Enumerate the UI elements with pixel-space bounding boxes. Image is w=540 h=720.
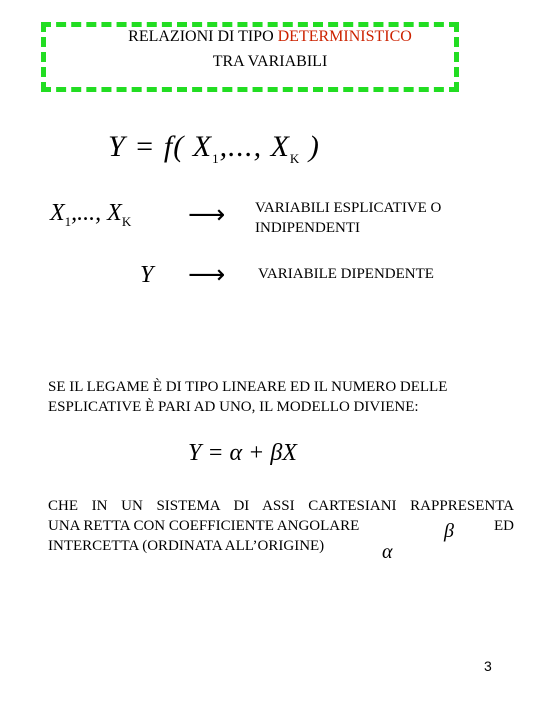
paragraph2-line2-right: ED (494, 518, 514, 534)
dependent-label: VARIABILE DIPENDENTE (258, 266, 434, 282)
title-line-2: TRA VARIABILI (212, 53, 328, 70)
formula-linear: Y = α + βX (188, 440, 297, 466)
title-highlight: DETERMINISTICO (277, 28, 412, 45)
paragraph-linear-model: SE IL LEGAME È DI TIPO LINEARE ED IL NUMERO DELLE ESPLICATIVE È PARI AD UNO, IL MODELLO DIVIENE: (48, 379, 448, 415)
explanatory-x: X (50, 200, 65, 226)
explanatory-mid: ,..., X (71, 200, 122, 226)
paragraph2-line1: CHE IN UN SISTEMA DI ASSI CARTESIANI RAPPRESENTA (48, 498, 514, 514)
explanatory-subk: K (121, 213, 132, 229)
formula-general-eq: = f( X (125, 130, 213, 163)
title-line-1 (0, 28, 540, 46)
formula-general-subk: K (289, 151, 301, 166)
paragraph2-line3: INTERCETTA (ORDINATA ALL’ORIGINE) (48, 538, 325, 554)
explanatory-variables-formula (50, 200, 131, 230)
arrow-right-icon: ⟶ (188, 260, 226, 290)
arrow-right-icon: ⟶ (188, 200, 226, 230)
explanatory-sub1: 1 (64, 213, 72, 229)
explanatory-label: VARIABILI ESPLICATIVE O INDIPENDENTI (255, 200, 442, 236)
paragraph2-line2-left: UNA RETTA CON COEFFICIENTE ANGOLARE (48, 518, 360, 534)
title-prefix: RELAZIONI DI TIPO (128, 28, 278, 45)
dependent-variable-formula: Y (140, 262, 154, 288)
formula-general-end: ) (300, 130, 320, 163)
formula-general (108, 130, 320, 167)
formula-general-mid: ,..., X (219, 130, 290, 163)
alpha-symbol: α (382, 541, 393, 563)
formula-general-lhs: Y (108, 130, 126, 163)
formula-general-sub1: 1 (212, 151, 220, 166)
beta-symbol: β (444, 520, 454, 542)
page-number: 3 (484, 658, 492, 674)
